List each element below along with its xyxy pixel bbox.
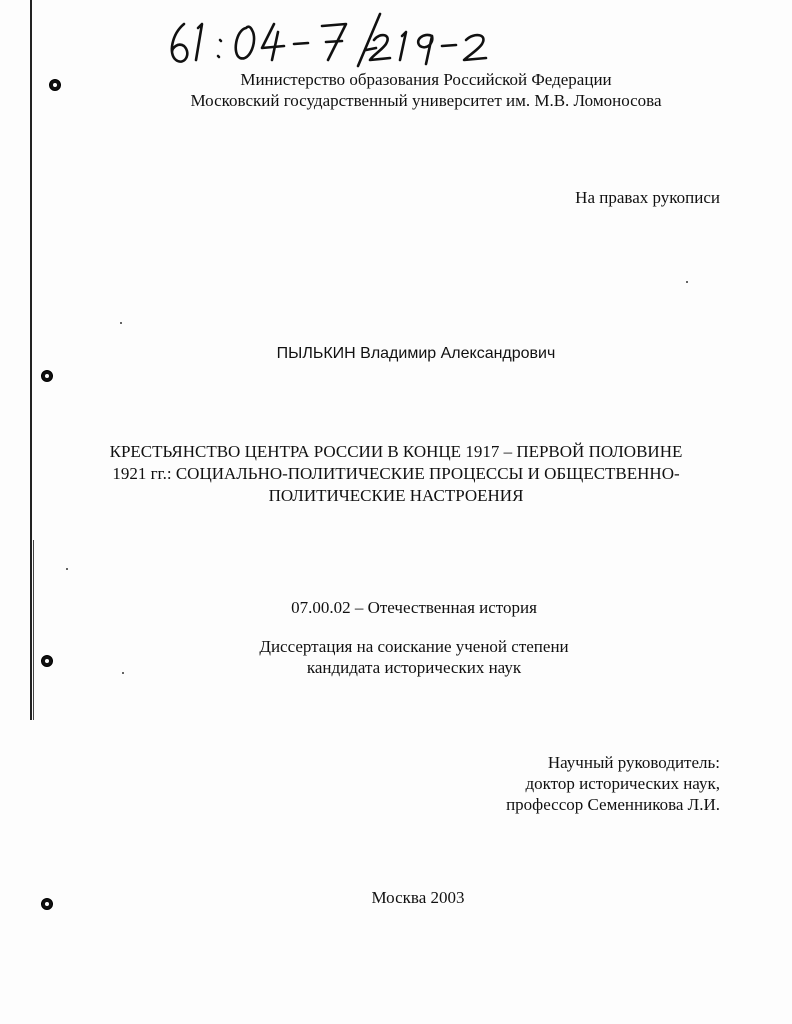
title-line: ПОЛИТИЧЕСКИЕ НАСТРОЕНИЯ: [268, 486, 524, 505]
manuscript-note: На правах рукописи: [575, 188, 720, 207]
binding-line-lower: [33, 540, 34, 720]
scan-speck: [66, 568, 68, 570]
supervisor-name: профессор Семенникова Л.И.: [506, 795, 720, 814]
supervisor-heading: Научный руководитель:: [547, 753, 720, 772]
degree-line: Диссертация на соискание ученой степени: [259, 637, 569, 656]
title-line: 1921 гг.: СОЦИАЛЬНО-ПОЛИТИЧЕСКИЕ ПРОЦЕССЫ И ОБЩЕСТВЕННО-: [112, 464, 680, 483]
supervisor-block: [506, 752, 720, 815]
scan-speck: [120, 322, 122, 324]
ministry-line: Министерство образования Российской Федерации: [240, 70, 612, 89]
handwritten-archive-code: [162, 10, 502, 70]
title-line: КРЕСТЬЯНСТВО ЦЕНТРА РОССИИ В КОНЦЕ 1917 – ПЕРВОЙ ПОЛОВИНЕ: [109, 442, 683, 461]
supervisor-degree: доктор исторических наук,: [525, 774, 720, 793]
dissertation-title: [0, 441, 792, 507]
degree-statement: [18, 636, 792, 678]
author-name: ПЫЛЬКИН Владимир Александрович: [276, 345, 556, 362]
punch-hole-icon: [41, 370, 53, 382]
specialty-code: 07.00.02 – Отечественная история: [291, 598, 537, 617]
degree-line: кандидата исторических наук: [306, 658, 522, 677]
city-year: Москва 2003: [371, 888, 465, 907]
scan-speck: [686, 281, 688, 283]
ministry-header: [30, 69, 792, 111]
university-line: Московский государственный университет им. М.В. Ломоносова: [190, 91, 662, 110]
